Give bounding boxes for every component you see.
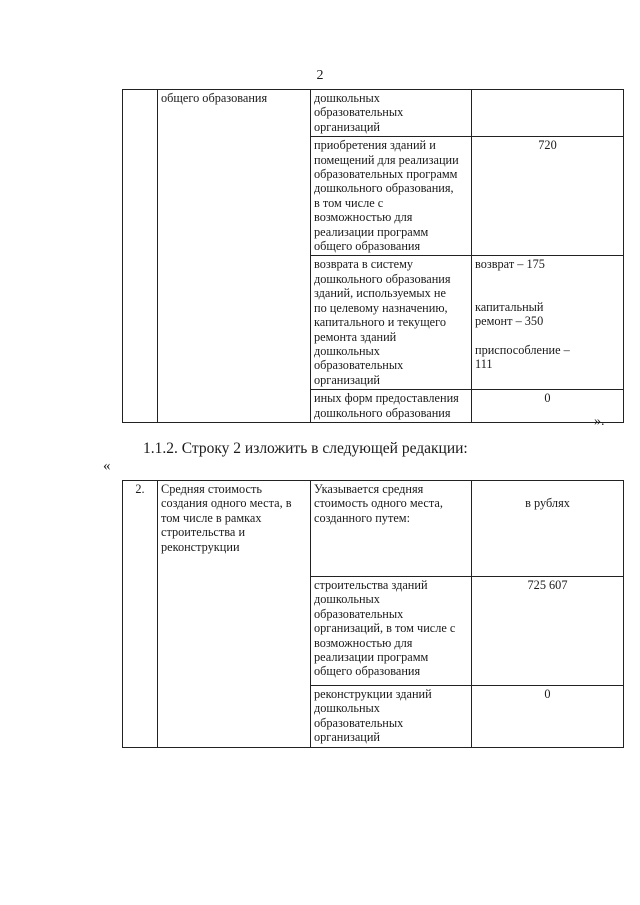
value-cell: 720 [472,137,624,256]
value-cell: 0 [472,390,624,423]
method-cell: дошкольных образовательных организаций [311,90,472,137]
value-cell: 0 [472,686,624,748]
value-cell [472,90,624,137]
unit-cell: в рублях [472,481,624,577]
method-cell: приобретения зданий и помещений для реализации образовательных программ дошкольного образования, в том числе с возможностью для реализации программ общего образования [311,137,472,256]
amendment-paragraph: 1.1.2. Строку 2 изложить в следующей редакции: [143,440,468,457]
number-cell [123,90,158,423]
value-cell: 725 607 [472,577,624,686]
method-cell: Указывается средняя стоимость одного места, созданного путем: [311,481,472,577]
indicator-cell: Средняя стоимость создания одного места, в том числе в рамках строительства и реконструкции [158,481,311,748]
row-number-cell: 2. [123,481,158,748]
table-row [123,90,624,137]
method-cell: реконструкции зданий дошкольных образовательных организаций [311,686,472,748]
method-cell: иных форм предоставления дошкольного образования [311,390,472,423]
table-row [123,481,624,577]
method-cell: возврата в систему дошкольного образования зданий, используемых не по целевому назначению, капитального и текущего ремонта зданий дошкольных образовательных организаций [311,256,472,390]
indicator-table-row-2 [122,480,624,748]
method-cell: строительства зданий дошкольных образовательных организаций, в том числе с возможностью для реализации программ общего образования [311,577,472,686]
page-number: 2 [316,68,324,83]
indicator-table-continuation [122,89,624,423]
indicator-cell: общего образования [158,90,311,423]
opening-quote: « [103,458,111,474]
value-cell: возврат – 175 капитальный ремонт – 350 приспособление – 111 [472,256,624,390]
closing-quote: ». [594,414,605,429]
